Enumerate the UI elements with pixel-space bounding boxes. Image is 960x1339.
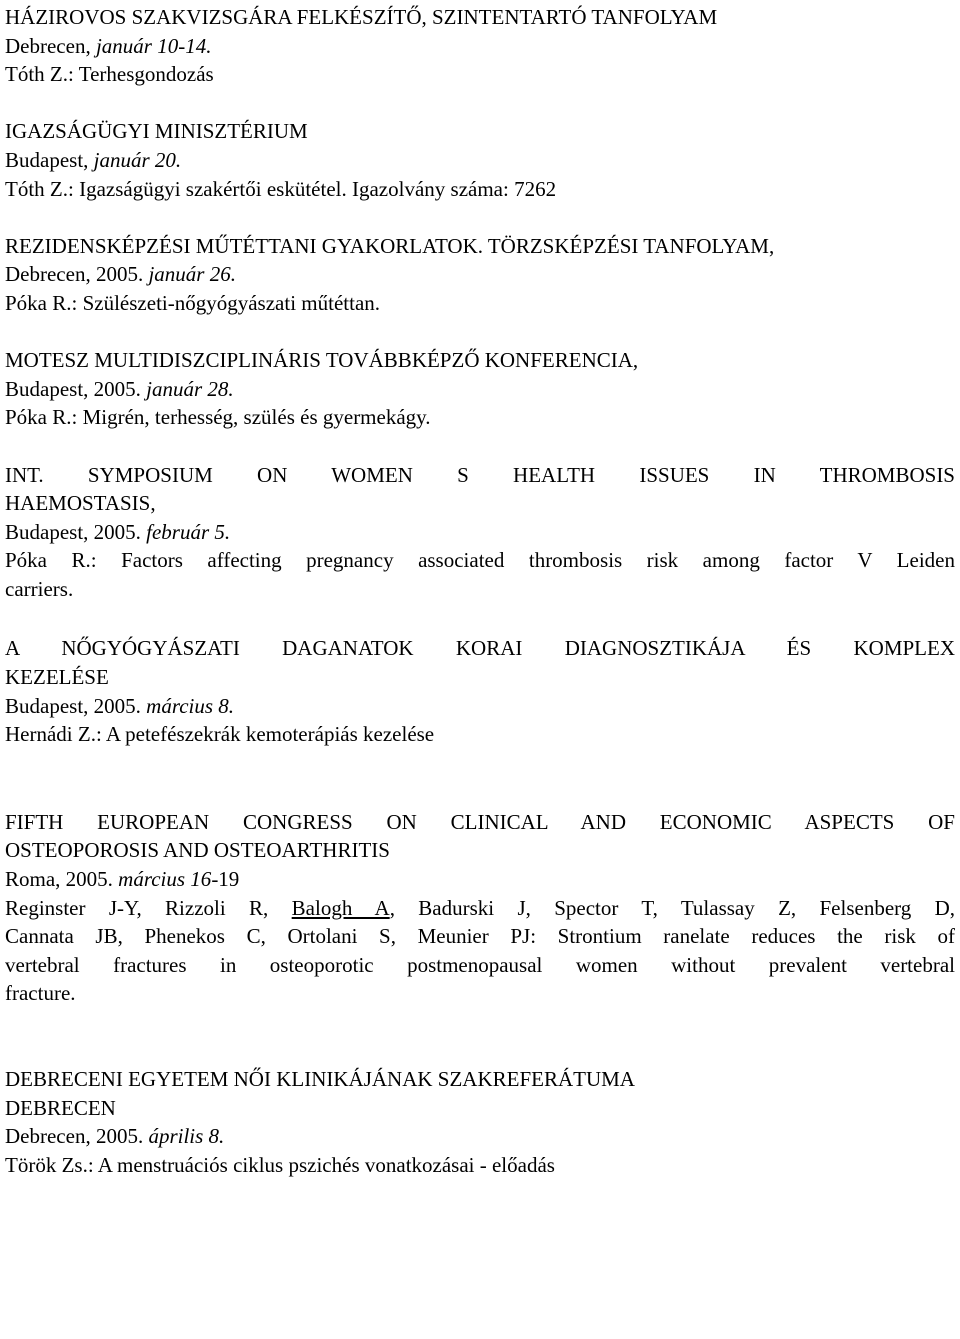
entry-title-line-1: FIFTH EUROPEAN CONGRESS ON CLINICAL AND ECONOMIC ASPECTS OF	[5, 809, 955, 834]
entry-talk-title: : A petefészekrák kemoterápiás kezelése	[95, 722, 435, 747]
entry-talk-line-1	[5, 546, 955, 575]
entry-title: REZIDENSKÉPZÉSI MŰTÉTTANI GYAKORLATOK. TÖRZSKÉPZÉSI TANFOLYAM,	[5, 233, 775, 258]
entry-authors-rest: , Badurski J, Spector T, Tulassay Z, Felsenberg D,	[389, 895, 955, 920]
entry-2	[5, 117, 955, 203]
entry-place-date	[5, 518, 955, 547]
entry-place: Roma, 2005.	[5, 867, 113, 892]
entry-title-line-1: DEBRECENI EGYETEM NŐI KLINIKÁJÁNAK SZAKREFERÁTUMA	[5, 1067, 635, 1091]
entry-place: Debrecen, 2005.	[5, 1124, 144, 1149]
entry-date: február 5.	[146, 519, 231, 544]
entry-talk	[5, 60, 955, 89]
entry-talk-title: : Igazságügyi szakértői eskütétel. Igazolvány száma: 7262	[68, 176, 557, 201]
entry-talk-line-2: carriers.	[5, 576, 74, 601]
entry-place: Budapest,	[5, 147, 89, 172]
entry-title-line-2: OSTEOPOROSIS AND OSTEOARTHRITIS	[5, 838, 390, 863]
entry-authors-line-2: Cannata JB, Phenekos C, Ortolani S, Meunier PJ: Strontium ranelate reduces the risk of	[5, 924, 955, 949]
entry-place: Debrecen, 2005.	[5, 262, 144, 287]
entry-authors-line-1	[5, 894, 955, 923]
entry-date-end: -19	[211, 867, 240, 892]
entry-date: január 10-14.	[95, 33, 212, 58]
entry-author: Tóth Z.	[5, 62, 68, 87]
entry-authors-line-4: fracture.	[5, 981, 76, 1006]
entry-place-date	[5, 1122, 955, 1151]
document-page	[5, 3, 955, 1179]
entry-authors-pre: Reginster J-Y, Rizzoli R,	[5, 895, 269, 920]
entry-3	[5, 232, 955, 318]
entry-talk	[5, 720, 955, 749]
entry-talk-title: : Terhesgondozás	[68, 62, 214, 87]
entry-talk-title: : Szülészeti-nőgyógyászati műtéttan.	[71, 290, 381, 315]
entry-title-line-2: DEBRECEN	[5, 1095, 116, 1120]
entry-place-date	[5, 692, 955, 721]
entry-author: Török Zs.	[5, 1152, 88, 1177]
entry-talk-title: : Factors affecting pregnancy associated thrombosis risk among factor V Leiden	[90, 548, 955, 573]
entry-talk	[5, 289, 955, 318]
entry-place: Debrecen,	[5, 33, 91, 58]
entry-title-line-2: KEZELÉSE	[5, 665, 109, 690]
entry-author: Tóth Z.	[5, 176, 68, 201]
entry-talk-title: : Migrén, terhesség, szülés és gyermekágy.	[71, 405, 431, 430]
entry-8	[5, 1065, 955, 1179]
entry-place: Budapest, 2005.	[5, 376, 141, 401]
entry-date: január 26.	[148, 262, 236, 287]
entry-5	[5, 461, 955, 604]
entry-author-highlight: Balogh A	[291, 895, 390, 920]
entry-place-date	[5, 146, 955, 175]
entry-authors-line-3: vertebral fractures in osteoporotic postmenopausal women without prevalent vertebral	[5, 952, 955, 977]
entry-date: március 8.	[146, 693, 235, 718]
entry-talk	[5, 1151, 955, 1180]
entry-place: Budapest, 2005.	[5, 693, 141, 718]
entry-title: MOTESZ MULTIDISZCIPLINÁRIS TOVÁBBKÉPZŐ KONFERENCIA,	[5, 348, 639, 373]
entry-author: Póka R.	[5, 548, 91, 573]
entry-talk	[5, 175, 955, 204]
entry-6	[5, 634, 955, 748]
entry-date: január 28.	[146, 376, 234, 401]
entry-4	[5, 346, 955, 432]
entry-7	[5, 808, 955, 1008]
entry-date: január 20.	[93, 147, 182, 172]
entry-author: Hernádi Z.	[5, 722, 96, 747]
entry-1	[5, 3, 955, 89]
entry-title-line-1: INT. SYMPOSIUM ON WOMEN S HEALTH ISSUES IN THROMBOSIS	[5, 462, 955, 487]
entry-date: március 16	[118, 867, 212, 892]
entry-talk	[5, 403, 955, 432]
entry-title: HÁZIROVOS SZAKVIZSGÁRA FELKÉSZÍTŐ, SZINTENTARTÓ TANFOLYAM	[5, 5, 718, 29]
entry-author: Póka R.	[5, 405, 72, 430]
entry-talk-title: : A menstruációs ciklus pszichés vonatkozásai - előadás	[87, 1152, 555, 1177]
entry-place-date	[5, 260, 955, 289]
entry-title: IGAZSÁGÜGYI MINISZTÉRIUM	[5, 119, 308, 144]
entry-place-date	[5, 32, 955, 61]
entry-date: április 8.	[148, 1124, 225, 1149]
entry-place-date	[5, 375, 955, 404]
entry-title-line-2: HAEMOSTASIS,	[5, 491, 156, 516]
entry-title-line-1: A NŐGYÓGYÁSZATI DAGANATOK KORAI DIAGNOSZTIKÁJA ÉS KOMPLEX	[5, 636, 955, 661]
entry-place-date	[5, 865, 955, 894]
entry-place: Budapest, 2005.	[5, 519, 141, 544]
entry-author: Póka R.	[5, 290, 72, 315]
